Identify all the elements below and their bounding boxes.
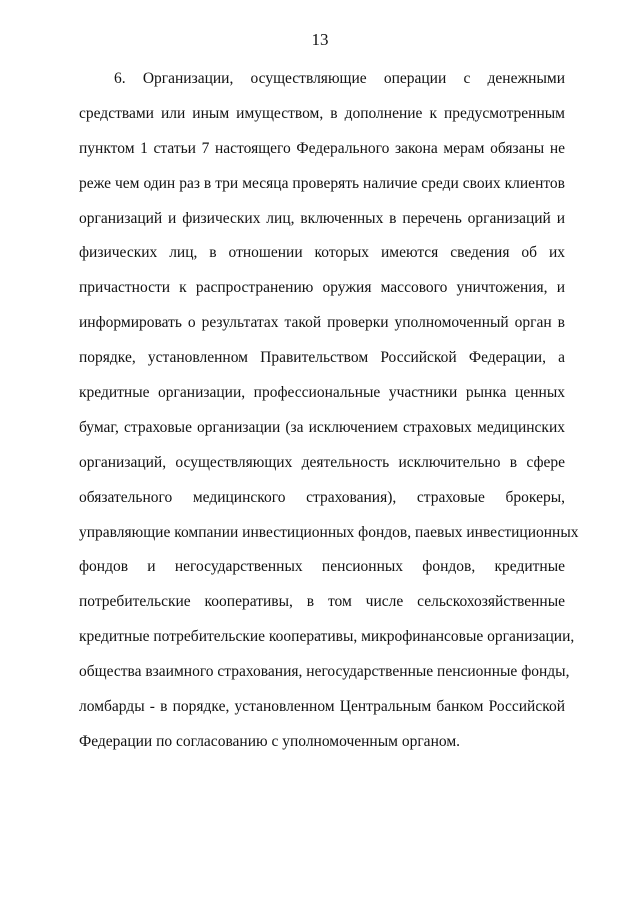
- text-line: потребительские кооперативы, в том числе сельскохозяйственные: [79, 593, 565, 611]
- text-line: обязательного медицинского страхования), страховые брокеры,: [79, 488, 565, 506]
- text-line: кредитные потребительские кооперативы, микрофинансовые организации,: [79, 628, 575, 646]
- page-number: 13: [311, 30, 329, 49]
- text-line: организаций, осуществляющих деятельность исключительно в сфере: [79, 453, 565, 471]
- text-line: бумаг, страховые организации (за исключением страховых медицинских: [79, 418, 565, 436]
- text-line: пунктом 1 статьи 7 настоящего Федерального закона мерам обязаны не: [79, 139, 565, 157]
- text-line: причастности к распространению оружия массового уничтожения, и: [79, 279, 565, 297]
- paragraph-6: [79, 67, 579, 765]
- text-line: 6. Организации, осуществляющие операции с денежными: [114, 70, 565, 87]
- text-line: организаций и физических лиц, включенных в перечень организаций и: [79, 209, 565, 227]
- text-line: информировать о результатах такой проверки уполномоченный орган в: [79, 314, 565, 332]
- text-line: общества взаимного страхования, негосударственные пенсионные фонды,: [79, 663, 570, 681]
- text-line: фондов и негосударственных пенсионных фондов, кредитные: [79, 558, 565, 576]
- text-line: управляющие компании инвестиционных фондов, паевых инвестиционных: [79, 523, 579, 541]
- text-line: ломбарды - в порядке, установленном Центральным банком Российской: [79, 698, 565, 716]
- text-line: порядке, установленном Правительством Российской Федерации, а: [79, 349, 565, 367]
- text-line: физических лиц, в отношении которых имеются сведения об их: [79, 244, 565, 262]
- text-line: реже чем один раз в три месяца проверять наличие среди своих клиентов: [79, 174, 565, 192]
- text-line: Федерации по согласованию с уполномоченным органом.: [79, 732, 460, 750]
- text-line: средствами или иным имуществом, в дополнение к предусмотренным: [79, 104, 565, 122]
- text-line: кредитные организации, профессиональные участники рынка ценных: [79, 384, 565, 402]
